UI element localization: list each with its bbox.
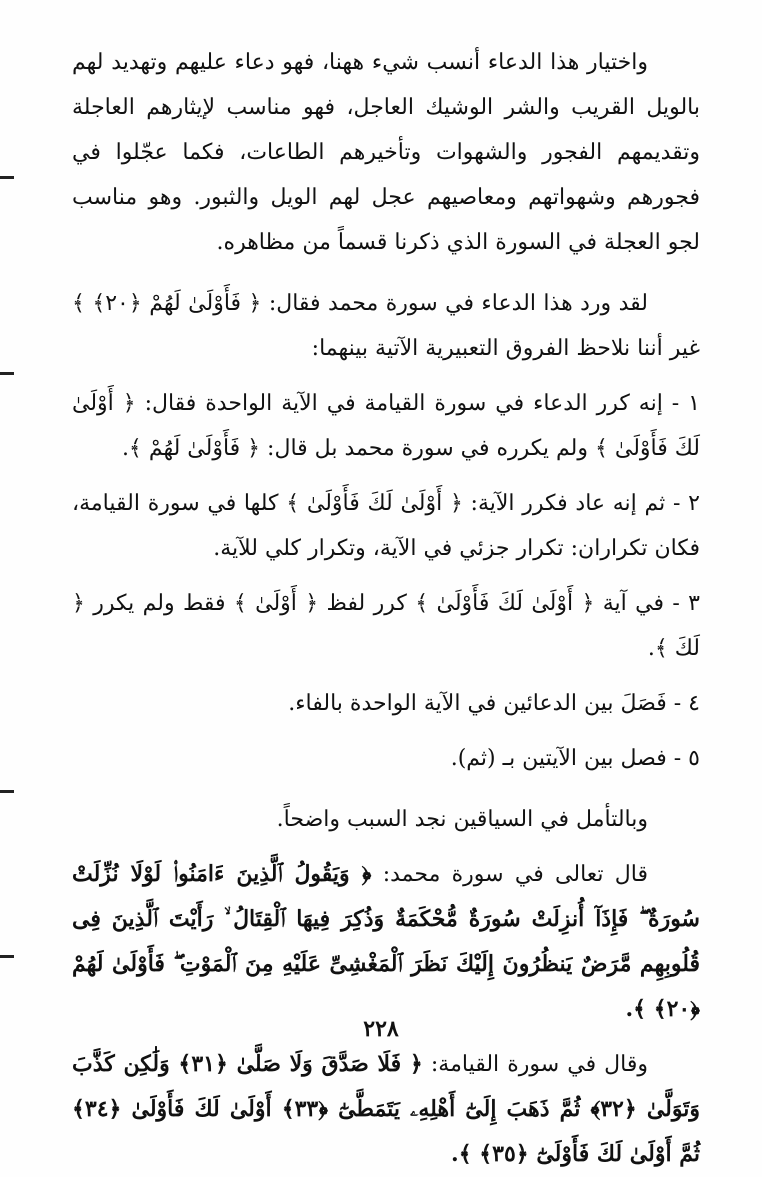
quote-muhammad-verse: ﴿ وَيَقُولُ ٱلَّذِينَ ءَامَنُوا۟ لَوْلَا نُزِّلَتْ سُورَةٌ ۖ فَإِذَآ أُنزِلَتْ سُورَةٌ مُّحْكَمَةٌ وَذُكِرَ فِيهَا ٱلْقِتَالُ ۙ رَأَيْتَ ٱلَّذِينَ فِى قُلُوبِهِم مَّرَضٌ يَنظُرُونَ إِلَيْكَ نَظَرَ ٱلْمَغْشِىِّ عَلَيْهِ مِنَ ٱلْمَوْتِ ۖ فَأَوْلَىٰ لَهُمْ ﴿٢٠﴾ ﴾. bbox=[72, 861, 700, 1022]
quote-muhammad-intro: قال تعالى في سورة محمد: bbox=[382, 862, 648, 887]
paragraph-1: واختيار هذا الدعاء أنسب شيء ههنا، فهو دعاء عليهم وتهديد لهم بالويل القريب والشر الوشيك العاجل، فهو مناسب لإيثارهم العاجلة وتقديمهم الفجور والشهوات وتأخيرهم الطاعات، فكما عجّلوا في فجورهم وشهواتهم ومعاصيهم عجل لهم الويل والثبور. وهو مناسب لجو العجلة في السورة الذي ذكرنا قسماً من مظاهره. bbox=[72, 50, 700, 255]
scan-edge-mark bbox=[0, 955, 14, 958]
quote-qiyamah-verse: ﴿ فَلَا صَدَّقَ وَلَا صَلَّىٰ ﴿٣١﴾ وَلَٰكِن كَذَّبَ وَتَوَلَّىٰ ﴿٣٢﴾ ثُمَّ ذَهَبَ إِلَىٰٓ أَهْلِهِۦ يَتَمَطَّىٰٓ ﴿٣٣﴾ أَوْلَىٰ لَكَ فَأَوْلَىٰ ﴿٣٤﴾ ثُمَّ أَوْلَىٰ لَكَ فَأَوْلَىٰٓ ﴿٣٥﴾ ﴾. bbox=[72, 1051, 700, 1167]
page-number: ٢٢٨ bbox=[363, 1016, 399, 1042]
quote-qiyamah bbox=[72, 1042, 700, 1177]
list-item-1: ١ - إنه كرر الدعاء في سورة القيامة في الآية الواحدة فقال: ﴿ أَوْلَىٰ لَكَ فَأَوْلَىٰ ﴾ ولم يكرره في سورة محمد بل قال: ﴿ فَأَوْلَىٰ لَهُمْ ﴾. bbox=[72, 391, 700, 461]
paragraph-3: وبالتأمل في السياقين نجد السبب واضحاً. bbox=[276, 807, 648, 832]
quote-qiyamah-intro: وقال في سورة القيامة: bbox=[430, 1052, 648, 1077]
list-item-4: ٤ - فَصَلَ بين الدعائين في الآية الواحدة بالفاء. bbox=[288, 691, 700, 716]
list-item-3: ٣ - في آية ﴿ أَوْلَىٰ لَكَ فَأَوْلَىٰ ﴾ كرر لفظ ﴿ أَوْلَىٰ ﴾ فقط ولم يكرر ﴿ لَكَ ﴾. bbox=[72, 591, 700, 661]
differences-list bbox=[72, 381, 700, 781]
list-item-2: ٢ - ثم إنه عاد فكرر الآية: ﴿ أَوْلَىٰ لَكَ فَأَوْلَىٰ ﴾ كلها في سورة القيامة، فكان تكراران: تكرار جزئي في الآية، وتكرار كلي للآية. bbox=[72, 491, 700, 561]
quote-muhammad bbox=[72, 852, 700, 1032]
scan-edge-mark bbox=[0, 176, 14, 179]
paragraph-2: لقد ورد هذا الدعاء في سورة محمد فقال: ﴿ فَأَوْلَىٰ لَهُمْ ﴿٢٠﴾ ﴾ غير أننا نلاحظ الفروق التعبيرية الآتية بينهما: bbox=[72, 291, 700, 361]
list-item-5: ٥ - فصل بين الآيتين بـ (ثم). bbox=[450, 746, 700, 771]
scan-edge-mark bbox=[0, 790, 14, 793]
scan-edge-mark bbox=[0, 372, 14, 375]
page-body bbox=[72, 40, 700, 1177]
